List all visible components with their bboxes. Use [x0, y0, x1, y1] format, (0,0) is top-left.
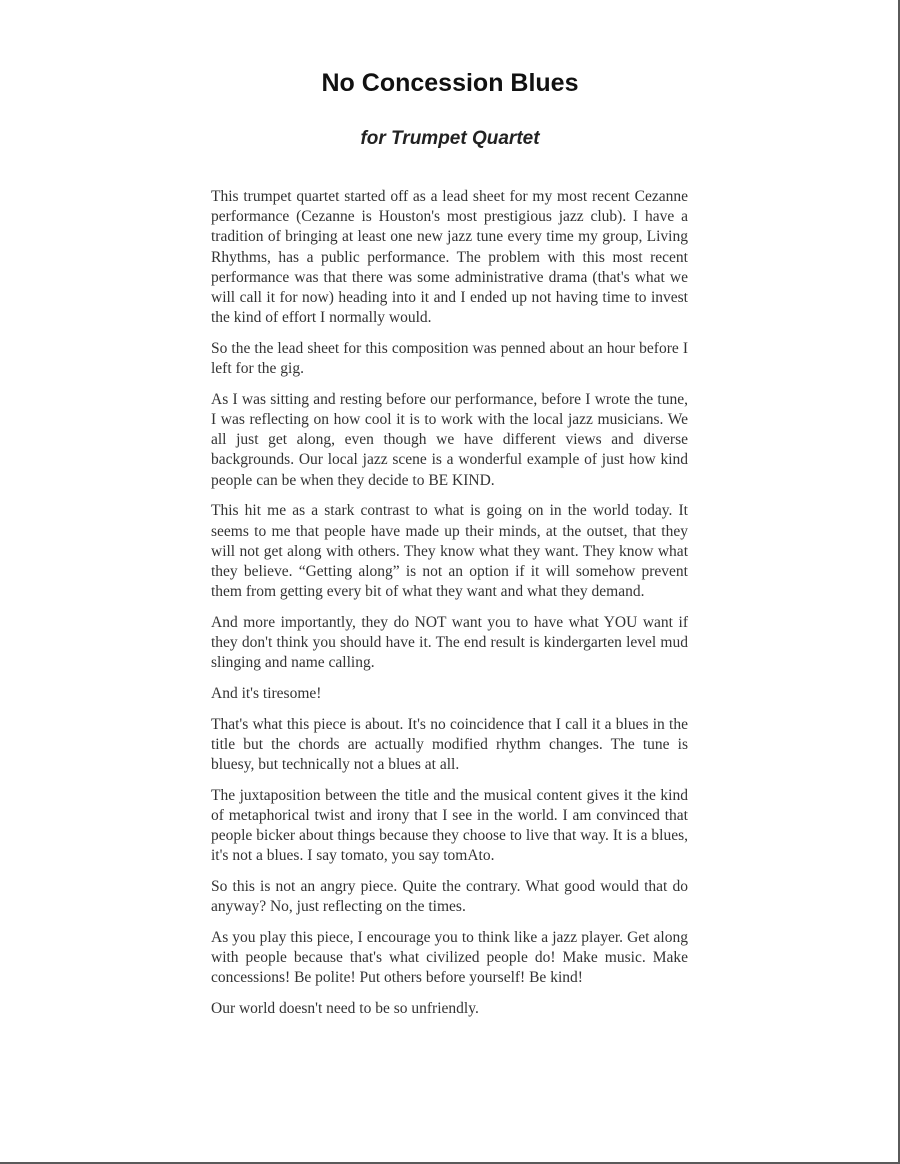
paragraph: This trumpet quartet started off as a lead sheet for my most recent Cezanne performance (Cezanne is Houston's most prestigious jazz club). I have a tradition of bringing at least one new jazz tune every time my group, Living Rhythms, has a public performance. The problem with this most recent performance was that there was some administrative drama (that's what we will call it for now) heading into it and I ended up not having time to invest the kind of effort I normally would. — [211, 188, 688, 327]
paragraph: This hit me as a stark contrast to what is going on in the world today. It seems to me that people have made up their minds, at the outset, that they will not get along with others. They know what they want. They know what they believe. “Getting along” is not an option if it will somehow prevent them from getting every bit of what they want and what they demand. — [211, 502, 688, 601]
paragraph: As you play this piece, I encourage you to think like a jazz player. Get along with people because that's what civilized people do! Make music. Make concessions! Be polite! Put others before yourself! Be kind! — [211, 929, 688, 987]
paragraph: So this is not an angry piece. Quite the contrary. What good would that do anyway? No, just reflecting on the times. — [211, 878, 688, 916]
paragraph: And more importantly, they do NOT want you to have what YOU want if they don't think you should have it. The end result is kindergarten level mud slinging and name calling. — [211, 613, 688, 672]
paragraph: That's what this piece is about. It's no coincidence that I call it a blues in the title but the chords are actually modified rhythm changes. The tune is bluesy, but technically not a blues at all. — [211, 715, 688, 774]
paragraph: Our world doesn't need to be so unfriendly. — [211, 1000, 479, 1018]
document-subtitle: for Trumpet Quartet — [360, 128, 540, 149]
paragraph: So the the lead sheet for this composition was penned about an hour before I left for the gig. — [211, 339, 688, 378]
paragraph: The juxtaposition between the title and the musical content gives it the kind of metaphorical twist and irony that I see in the world. I am convinced that people bicker about things because they choose to live that way. It is a blues, it's not a blues. I say tomato, you say tomAto. — [211, 786, 688, 865]
document-title: No Concession Blues — [321, 69, 579, 97]
paragraph: And it's tiresome! — [211, 684, 322, 702]
program-notes — [211, 187, 688, 1030]
paragraph: As I was sitting and resting before our performance, before I wrote the tune, I was reflecting on how cool it is to work with the local jazz musicians. We all just get along, even though we have different views and diverse backgrounds. Our local jazz scene is a wonderful example of just how kind people can be when they decide to BE KIND. — [211, 390, 688, 489]
